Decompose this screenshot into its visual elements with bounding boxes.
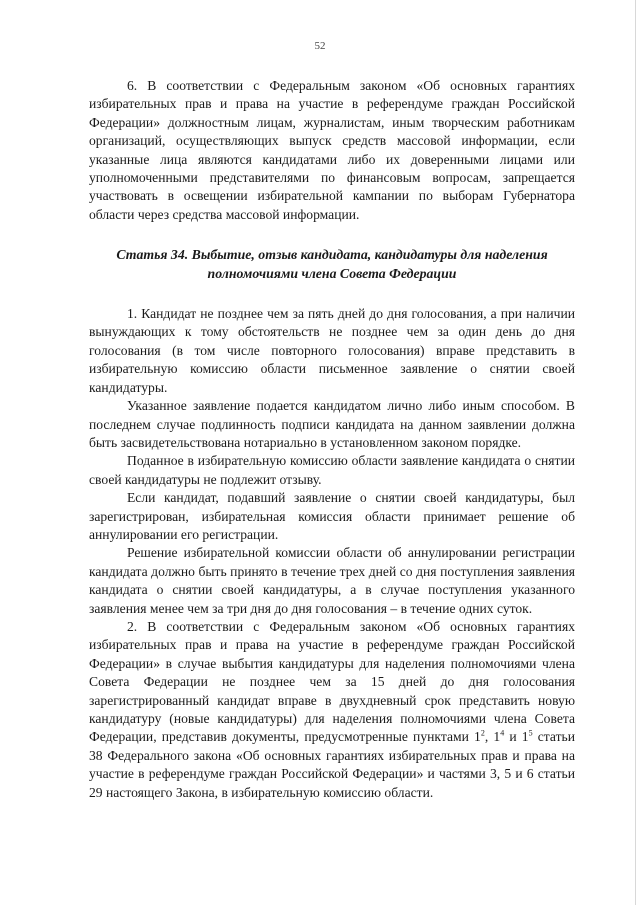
- paragraph-6: 6. В соответствии с Федеральным законом «Об основных гарантиях избирательных прав и права на участие в референдуме граждан Российской Федерации» должностным лицам, журналистам, иным творческим работникам организаций, осуществляющих выпуск средств массовой информации, если указанные лица являются кандидатами либо их доверенными лицами или уполномоченными представителями по финансовым вопросам, запрещается участвовать в освещении избирательной кампании по выборам Губернатора области через средства массовой информации.: [89, 78, 575, 222]
- paragraph-annulment-deadline: Решение избирательной комиссии области об аннулировании регистрации кандидата должно быть принято в течение трех дней со дня поступления заявления кандидата о снятии своей кандидатуры, а в случае поступления указанного заявления менее чем за три дня до дня голосования – в течение одних суток.: [89, 545, 575, 616]
- paragraph-2-text-start: 2. В соответствии с Федеральным законом «Об основных гарантиях избирательных прав и права на участие в референдуме граждан Российской Федерации» в случае выбытия кандидатуры для наделения полномочиями члена Совета Федерации не позднее чем за 15 дней до дня голосования зарегистрированный кандидат вправе в двухдневный срок представить новую кандидатуру (новые кандидатуры) для наделения полномочиями члена Совета Федерации, представив документы, предусмотренные пунктами 1: [89, 618, 575, 745]
- paragraph-2: [89, 618, 575, 802]
- paragraph-annulment: Если кандидат, подавший заявление о снятии своей кандидатуры, был зарегистрирован, избирательная комиссия области принимает решение об аннулировании его регистрации.: [89, 490, 575, 542]
- paragraph-no-recall: Поданное в избирательную комиссию области заявление кандидата о снятии своей кандидатуры не подлежит отзыву.: [89, 453, 575, 487]
- page-edge-line: [635, 0, 636, 905]
- superscript-ref-3: 5: [528, 728, 533, 738]
- superscript-ref-2: 4: [500, 728, 505, 738]
- paragraph-2-text-end: статьи 38 Федерального закона «Об основных гарантиях избирательных прав и права на участие в референдуме граждан Российской Федерации» и частями 3, 5 и 6 статьи 29 настоящего Закона, в избирательную комиссию области.: [89, 729, 575, 800]
- superscript-ref-1: 2: [480, 728, 485, 738]
- paragraph-2-sep-2: и 1: [504, 729, 529, 745]
- page-number: 52: [314, 40, 326, 52]
- article-heading: Статья 34. Выбытие, отзыв кандидата, кандидатуры для наделения полномочиями члена Совета Федерации: [116, 247, 548, 281]
- document-body: [89, 77, 575, 802]
- paragraph-2-sep-1: , 1: [484, 729, 501, 745]
- paragraph-statement-filing: Указанное заявление подается кандидатом лично либо иным способом. В последнем случае подлинность подписи кандидата на данном заявлении должна быть засвидетельствована нотариально в установленном законом порядке.: [89, 398, 575, 450]
- paragraph-1: 1. Кандидат не позднее чем за пять дней до дня голосования, а при наличии вынуждающих к тому обстоятельств не позднее чем за один день до дня голосования (в том числе повторного голосования) вправе представить в избирательную комиссию области письменное заявление о снятии своей кандидатуры.: [89, 306, 575, 395]
